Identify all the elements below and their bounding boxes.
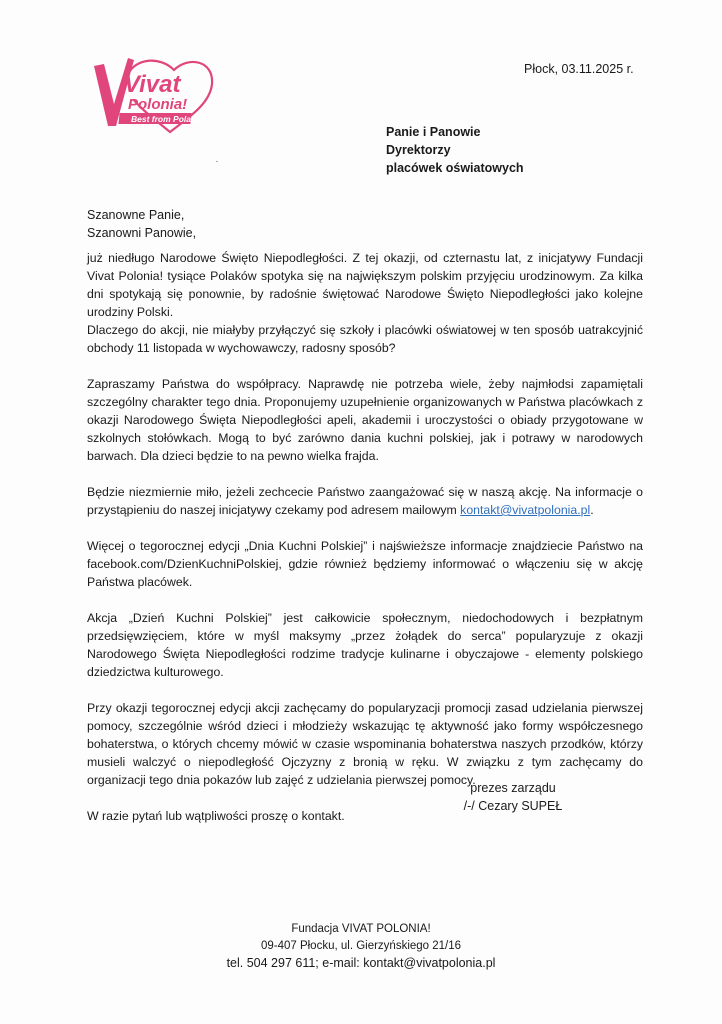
svg-text:Polonia!: Polonia!: [128, 96, 188, 113]
paragraph-contact-text: Będzie niezmiernie miło, jeżeli zechcecie Państwo zaangażować się w naszą akcję. Na informacje o przystąpieniu do naszej inicjatywy czekamy pod adresem mailowym: [87, 485, 643, 517]
paragraph-contact-end: .: [590, 503, 594, 517]
scan-speck: [216, 161, 218, 162]
paragraph-invitation: Zapraszamy Państwa do współpracy. Naprawdę nie potrzeba wiele, żeby najmłodsi zapamiętali szczególny charakter tego dnia. Proponujemy uzupełnienie organizowanych w Państwa placówkach z okazji Narodowego Święta Niepodległości apeli, akademii i uroczystości o obiady przygotowane w szkolnych stołówkach. Mogą to być zarówno dania kuchni polskiej, jak i potrawy w narodowych barwach. Dla dzieci będzie to na pewno wielka frajda.: [87, 377, 643, 463]
signature-block: [453, 779, 573, 815]
salutation-line: Szanowni Panowie,: [87, 226, 197, 240]
letter-footer: [0, 921, 722, 972]
recipient-block: [386, 123, 524, 177]
paragraph-first-aid: Przy okazji tegorocznej edycji akcji zachęcamy do popularyzacji promocji zasad udzielania pierwszej pomocy, szczególnie wśród dzieci i młodzieży wskazując tę aktywność jako formy współczesnego bohaterstwa, o których chcemy mówić w czasie wspominania bohaterstwa naszych przodków, którzy musieli walczyć o niepodległość Ojczyzny z bronią w ręku. W związku z tym zachęcamy do organizacji tego dnia pokazów lub zajęć z udzielania pierwszej pomocy.: [87, 701, 643, 787]
letter-body: [87, 249, 643, 843]
recipient-line: Panie i Panowie: [386, 125, 481, 139]
vivat-polonia-logo: [88, 52, 218, 134]
signature-role: prezes zarządu: [470, 781, 556, 795]
recipient-line: Dyrektorzy: [386, 143, 451, 157]
heart-logo-icon: [88, 52, 218, 134]
footer-address: 09-407 Płocku, ul. Gierzyńskiego 21/16: [260, 940, 462, 952]
footer-org: Fundacja VIVAT POLONIA!: [291, 923, 431, 935]
svg-text:Vivat: Vivat: [124, 71, 181, 98]
paragraph-facebook: Więcej o tegorocznej edycji „Dnia Kuchni Polskiej” i najświeższe informacje znajdziecie Państwo na facebook.com/DzienKuchniPolskiej, gdzie również będziemy informować o włączeniu się w akcję Państwa placówek.: [87, 539, 643, 589]
paragraph-intro: już niedługo Narodowe Święto Niepodległości. Z tej okazji, od czternastu lat, z inicjatywy Fundacji Vivat Polonia! tysiące Polaków spotyka się na największym polskim przyjęciu urodzinowym. Za kilka dni spotykają się ponownie, by radośnie świętować Narodowe Święto Niepodległości jako kolejne urodziny Polski.: [87, 251, 643, 319]
salutation-line: Szanowne Panie,: [87, 208, 185, 222]
recipient-line: placówek oświatowych: [386, 161, 524, 175]
paragraph-action: Akcja „Dzień Kuchni Polskiej” jest całkowicie społecznym, niedochodowych i bezpłatnym przedsięwzięciem, które w myśl maksymy „przez żołądek do serca” popularyzuje z okazji Narodowego Święta Niepodległości rodzime tradycje kulinarne i obyczajowe - elementy polskiego dziedzictwa kulturowego.: [87, 611, 643, 679]
letter-date: Płock, 03.11.2025 r.: [524, 62, 634, 76]
paragraph-question: Dlaczego do akcji, nie miałyby przyłączyć się szkoły i placówki oświatowej w ten sposób uatrakcyjnić obchody 11 listopada w wychowawczy, radosny sposób?: [87, 323, 643, 355]
paragraph-closing: W razie pytań lub wątpliwości proszę o kontakt.: [87, 809, 345, 823]
paragraph-contact: [87, 483, 643, 519]
svg-text:Best from Poland: Best from Poland: [131, 114, 202, 124]
email-link[interactable]: kontakt@vivatpolonia.pl: [460, 503, 591, 517]
salutation: [87, 206, 196, 242]
footer-contact: tel. 504 297 611; e-mail: kontakt@vivatpolonia.pl: [226, 956, 496, 970]
signature-name: /-/ Cezary SUPEŁ: [463, 799, 563, 813]
